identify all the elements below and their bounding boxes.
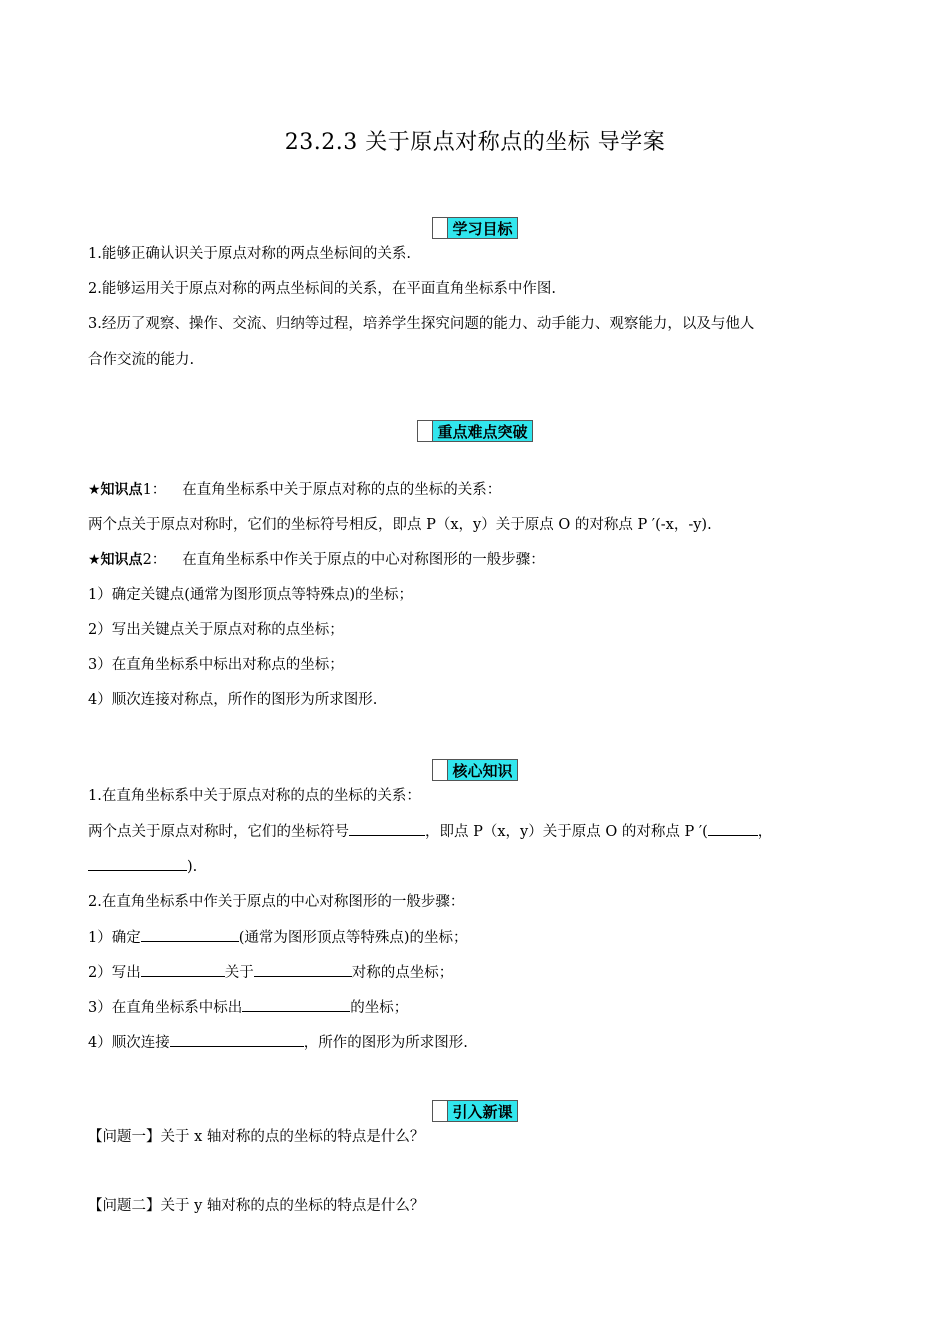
blank[interactable] [349, 821, 425, 836]
kp-number: 1： [142, 482, 167, 498]
heading-marker [417, 420, 432, 442]
section-heading-core [0, 759, 950, 783]
text: ). [187, 859, 198, 875]
text: (通常为图形顶点等特殊点)的坐标； [238, 930, 468, 946]
step-item: 3）在直角坐标系中标出对称点的坐标； [88, 657, 344, 673]
blank[interactable] [88, 856, 187, 871]
section-heading-key-points [0, 420, 950, 444]
text: 3）在直角坐标系中标出 [88, 1000, 243, 1016]
heading-label: 重点难点突破 [432, 420, 532, 442]
kp-label: ★知识点 [88, 482, 143, 498]
kp-text: 在直角坐标系中关于原点对称的点的坐标的关系： [182, 482, 502, 498]
heading-marker [432, 759, 447, 781]
kp-text: 在直角坐标系中作关于原点的中心对称图形的一般步骤： [182, 552, 545, 568]
core-step-2 [88, 962, 453, 983]
text: 1）确定 [88, 930, 141, 946]
goal-item: 1.能够正确认识关于原点对称的两点坐标间的关系. [88, 246, 411, 262]
blank[interactable] [141, 927, 239, 942]
heading-label: 引入新课 [447, 1100, 517, 1122]
goal-item: 2.能够运用关于原点对称的两点坐标间的关系，在平面直角坐标系中作图. [88, 281, 556, 297]
blank[interactable] [242, 997, 350, 1012]
core-q1: 1.在直角坐标系中关于原点对称的点的坐标的关系： [88, 788, 421, 804]
blank[interactable] [708, 821, 758, 836]
blank[interactable] [254, 962, 352, 977]
text: ， [757, 824, 773, 840]
text: 2）写出 [88, 965, 141, 981]
heading-marker [432, 217, 447, 239]
step-item: 2）写出关键点关于原点对称的点坐标； [88, 622, 344, 638]
step-item: 1）确定关键点(通常为图形顶点等特殊点)的坐标； [88, 587, 414, 603]
heading-label: 核心知识 [447, 759, 517, 781]
heading-label: 学习目标 [447, 217, 517, 239]
text: 关于 [224, 965, 254, 981]
core-q2: 2.在直角坐标系中作关于原点的中心对称图形的一般步骤： [88, 894, 465, 910]
intro-question-2: 【问题二】关于 y 轴对称的点的坐标的特点是什么？ [88, 1198, 425, 1214]
text: ，即点 P（x，y）关于原点 O 的对称点 P ′( [425, 824, 708, 840]
core-q1-fill [88, 821, 772, 842]
core-q1-fill-cont [88, 856, 197, 877]
goal-item: 3.经历了观察、操作、交流、归纳等过程，培养学生探究问题的能力、动手能力、观察能力，以及与他人 [88, 316, 755, 332]
heading-marker [432, 1100, 447, 1122]
text: 对称的点坐标； [351, 965, 454, 981]
knowledge-point-1 [88, 480, 501, 500]
intro-question-1: 【问题一】关于 x 轴对称的点的坐标的特点是什么？ [88, 1129, 425, 1145]
goal-item: 合作交流的能力. [88, 352, 195, 368]
knowledge-point-2 [88, 550, 545, 570]
text: 两个点关于原点对称时，它们的坐标符号 [88, 824, 349, 840]
kp1-body: 两个点关于原点对称时，它们的坐标符号相反，即点 P（x，y）关于原点 O 的对称点 P ′(-x，-y). [88, 517, 712, 533]
text: 的坐标； [350, 1000, 409, 1016]
blank[interactable] [170, 1032, 304, 1047]
section-heading-intro [0, 1100, 950, 1124]
core-step-3 [88, 997, 408, 1018]
page-title: 23.2.3 关于原点对称点的坐标 导学案 [284, 130, 666, 155]
core-step-1 [88, 927, 468, 948]
text: ，所作的图形为所求图形. [303, 1035, 468, 1051]
kp-label: ★知识点 [88, 552, 143, 568]
text: 4）顺次连接 [88, 1035, 170, 1051]
kp-number: 2： [142, 552, 167, 568]
core-step-4 [88, 1032, 468, 1053]
section-heading-goals [0, 217, 950, 241]
blank[interactable] [141, 962, 225, 977]
step-item: 4）顺次连接对称点，所作的图形为所求图形. [88, 692, 378, 708]
